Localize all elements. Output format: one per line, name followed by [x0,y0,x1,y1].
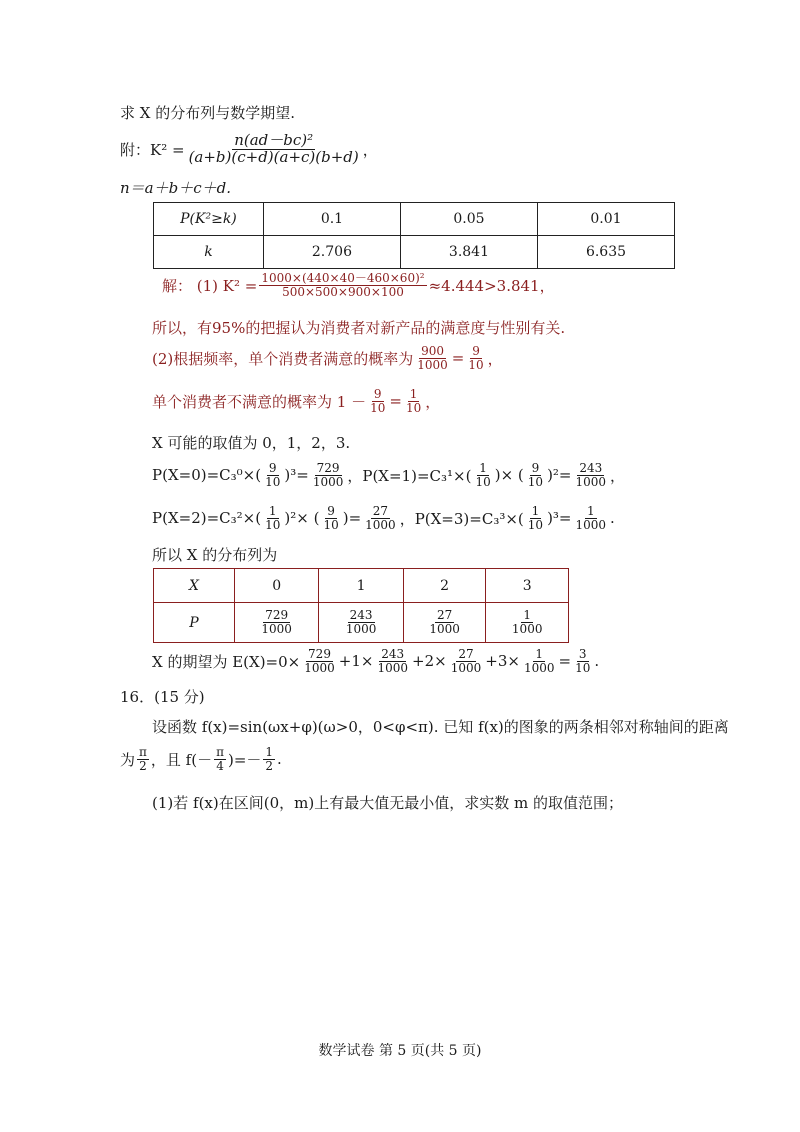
fraction [404,388,423,414]
denominator: 1000 [261,622,292,636]
punct: . [610,509,615,528]
p2-text: )²× ( [284,509,320,528]
denominator: 1000 [345,622,377,636]
intro-line: 求 X 的分布列与数学期望. [120,104,295,122]
denominator: 2 [265,758,274,773]
question-16-sub-1: (1)若 f(x)在区间(0，m)上有最大值无最小值，求实数 m 的取值范围； [152,794,623,812]
values-line: X 可能的取值为 0，1，2，3. [152,434,351,452]
p2-text: )= [342,509,362,528]
distribution-header: 3 [486,569,569,603]
distribution-header: 0 [234,569,318,603]
punct: . [277,750,282,769]
fraction [214,746,226,772]
formula-suffix: ， [362,140,378,159]
denominator: 1000 [417,357,448,372]
p1-text: )× ( [494,466,524,485]
solution-3-text: 单个消费者不满意的概率为 1 － [152,392,367,411]
numerator: 729 [265,608,289,623]
k-table-cell: k [154,236,264,269]
formula-numerator: n(ad－bc)² [234,131,314,149]
fraction [415,345,450,371]
fraction [449,648,484,674]
fraction [137,746,149,772]
numerator: 243 [349,608,373,623]
denominator: 1000 [312,474,344,489]
denominator: 1000 [575,474,607,489]
k2-formula [120,133,378,166]
distribution-p-row [154,603,569,643]
solution-1-numerator: 1000×(440×40－460×60)² [261,271,425,285]
fraction [510,609,545,635]
p0-text: )³= [284,466,309,485]
denominator: 1000 [377,660,409,675]
equals: = [451,349,465,368]
denominator: 1000 [304,660,335,675]
numerator: 729 [308,647,331,661]
denominator: 10 [265,517,281,532]
numerator: 1 [479,461,487,475]
denominator: 10 [468,357,484,372]
numerator: 9 [327,504,335,518]
denominator: 10 [323,517,339,532]
denominator: 2 [139,758,147,773]
fraction [302,648,337,674]
k-table-cell: 2.706 [263,236,400,269]
denominator: 10 [527,517,544,532]
page-footer: 数学试卷 第 5 页(共 5 页) [318,1043,482,1059]
prob-line-2 [152,505,615,531]
p1-text: )²= [547,466,572,485]
k-table [153,202,675,269]
p1-text: ，P(X=1)=C₃¹×( [347,466,472,485]
numerator: 9 [531,461,540,475]
denominator: 10 [527,474,544,489]
punct: ， [610,466,626,485]
k-table-cell: 3.841 [400,236,537,269]
fraction [263,746,275,772]
fraction [263,462,282,488]
q16-text: ，且 f(－ [150,750,213,769]
fraction [522,648,557,674]
distribution-label: 所以 X 的分布列为 [152,546,278,564]
solution-1-suffix: ≈4.444>3.841， [428,276,555,295]
n-definition: n＝a＋b＋c＋d. [120,179,231,197]
fraction [574,505,609,531]
numerator: 9 [268,461,277,475]
distribution-p-label: P [154,603,235,643]
numerator: 243 [579,461,603,475]
numerator: 1 [265,745,274,759]
denominator: 1000 [511,622,543,636]
fraction [263,505,282,531]
denominator: 1000 [429,622,460,636]
distribution-table [153,568,569,643]
k-table-header-row [154,203,675,236]
question-16-line-2 [120,746,282,772]
distribution-header-row [154,569,569,603]
solution-1-prefix: 解： (1) K² = [162,276,258,295]
numerator: 27 [458,647,474,661]
fraction [526,505,545,531]
numerator: 27 [436,608,453,623]
ex-text: +3× [485,652,520,671]
q16-text: )=－ [227,750,262,769]
denominator: 10 [265,474,281,489]
fraction [573,648,592,674]
numerator: π [216,745,224,759]
numerator: 1 [535,647,544,661]
numerator: 9 [373,387,382,401]
denominator: 10 [475,474,491,489]
k-table-cell: 6.635 [537,236,674,269]
expectation-line [152,648,599,674]
p3-text: ，P(X=3)=C₃³×( [399,509,524,528]
formula-denominator: (a+b)(c+d)(a+c)(b+d) [188,147,359,166]
formula-prefix: 附：K² = [120,140,185,159]
question-16-line-1: 设函数 f(x)=sin(ωx+φ)(ω>0，0<φ<π). 已知 f(x)的图象的两条相邻对称轴间的距离 [152,718,729,736]
fraction [473,462,492,488]
solution-1-denominator: 500×500×900×100 [282,284,404,299]
fraction [363,505,398,531]
numerator: 1 [523,608,532,623]
question-16-heading: 16．(15 分) [120,688,205,706]
denominator: 1000 [450,660,482,675]
k-table-header: 0.01 [537,203,674,236]
fraction [466,345,485,371]
numerator: 9 [472,344,480,358]
distribution-cell [403,603,486,643]
numerator: 1 [268,504,277,518]
p3-text: )³= [547,509,572,528]
distribution-header: 1 [319,569,403,603]
solution-2-text: (2)根据频率，单个消费者满意的概率为 [152,349,414,368]
denominator: 4 [216,758,224,773]
fraction [311,462,346,488]
distribution-cell [486,603,569,643]
fraction [427,609,462,635]
numerator: 1 [531,504,540,518]
numerator: 1 [409,387,418,401]
formula-fraction [187,133,361,166]
distribution-header: X [154,569,235,603]
ex-text: X 的期望为 E(X)=0× [152,652,301,671]
p2-text: P(X=2)=C₃²×( [152,509,262,528]
fraction [321,505,340,531]
numerator: 729 [316,461,340,475]
fraction [375,648,410,674]
numerator: 3 [578,647,587,661]
distribution-cell [234,603,318,643]
distribution-header: 2 [403,569,486,603]
fraction [526,462,545,488]
fraction [259,609,294,635]
solution-3-line [152,388,440,414]
equals: = [389,392,402,411]
denominator: 10 [575,660,591,675]
ex-text: = [558,652,572,671]
denominator: 10 [370,400,386,415]
fraction [368,388,387,414]
punct: . [594,652,600,671]
distribution-cell [319,603,403,643]
ex-text: +1× [338,652,374,671]
denominator: 1000 [575,517,607,532]
k-table-row [154,236,675,269]
k-table-header: 0.05 [400,203,537,236]
k-table-header: P(K²≥k) [154,203,264,236]
denominator: 1000 [365,517,396,532]
denominator: 10 [405,400,422,415]
numerator: 243 [381,647,405,661]
prob-line-1 [152,462,625,488]
numerator: 900 [421,344,444,358]
solution-1-formula [162,272,555,298]
punct: ， [425,392,441,411]
k-table-header: 0.1 [263,203,400,236]
fraction [574,462,609,488]
fraction [344,609,379,635]
numerator: π [139,745,147,759]
ex-text: +2× [412,652,447,671]
solution-2-line [152,345,503,371]
numerator: 27 [372,504,389,518]
p0-text: P(X=0)=C₃⁰×( [152,466,262,485]
denominator: 1000 [523,660,555,675]
solution-1-conclusion: 所以，有95%的把握认为消费者对新产品的满意度与性别有关. [152,319,566,337]
q16-text: 为 [120,750,136,769]
punct: ， [487,349,503,368]
numerator: 1 [586,504,595,518]
solution-1-fraction [259,272,426,298]
